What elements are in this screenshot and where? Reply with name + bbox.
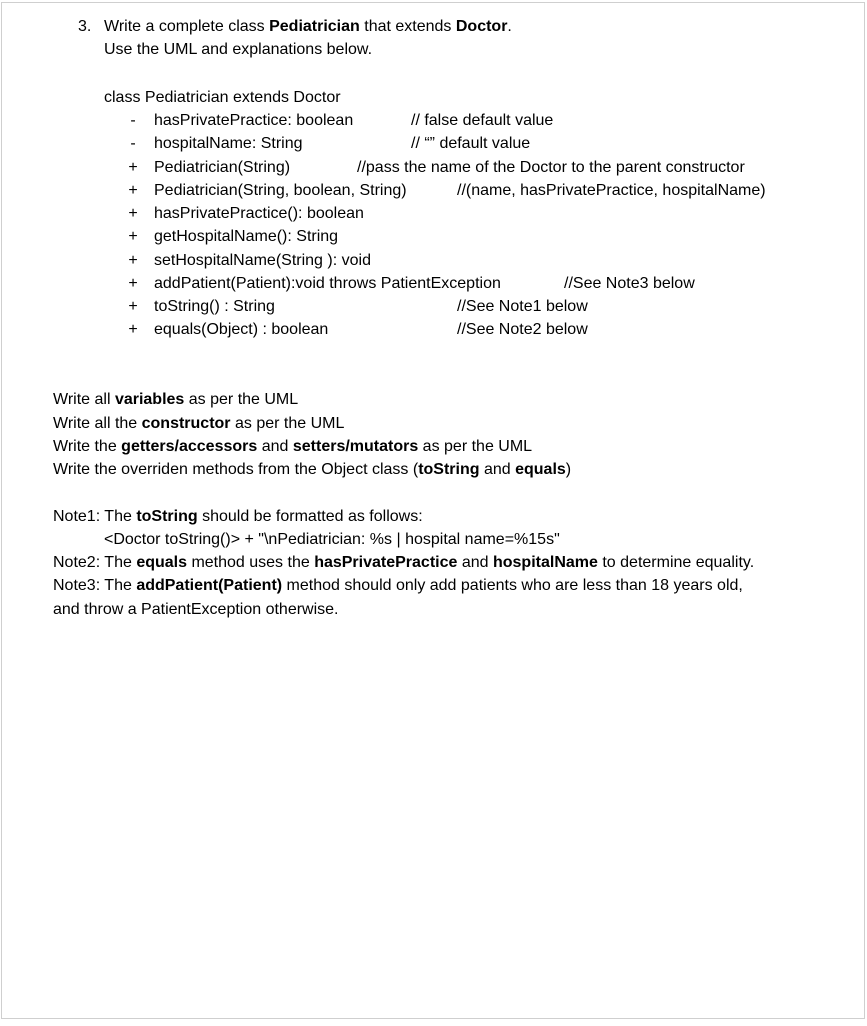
uml-member: hospitalName: String (154, 135, 303, 152)
uml-class-header: class Pediatrician extends Doctor (104, 89, 341, 106)
uml-member: hasPrivatePractice: boolean (154, 112, 354, 129)
uml-visibility-symbol: + (128, 159, 138, 176)
uml-comment: //(name, hasPrivatePractice, hospitalName) (457, 182, 766, 199)
question-number: 3. (78, 18, 92, 35)
uml-visibility-symbol: - (130, 135, 136, 152)
uml-member: addPatient(Patient):void throws PatientException (154, 275, 501, 292)
uml-comment: //See Note1 below (457, 298, 588, 315)
uml-member: hasPrivatePractice(): boolean (154, 205, 364, 222)
uml-visibility-symbol: + (128, 228, 138, 245)
uml-member: Pediatrician(String, boolean, String) (154, 182, 407, 199)
uml-visibility-symbol: + (128, 298, 138, 315)
uml-visibility-symbol: - (130, 112, 136, 129)
uml-member: setHospitalName(String ): void (154, 252, 371, 269)
instruction-constructor: Write all the constructor as per the UML (53, 415, 345, 432)
uml-visibility-symbol: + (128, 275, 138, 292)
uml-visibility-symbol: + (128, 321, 138, 338)
instruction-variables: Write all variables as per the UML (53, 391, 299, 408)
instruction-overridden-methods: Write the overriden methods from the Object class (toString and equals) (53, 461, 572, 478)
uml-visibility-symbol: + (128, 182, 138, 199)
uml-comment: // false default value (411, 112, 554, 129)
uml-comment: //See Note2 below (457, 321, 588, 338)
uml-member: Pediatrician(String) (154, 159, 291, 176)
document-page (1, 2, 865, 1019)
question-line-2: Use the UML and explanations below. (104, 41, 373, 58)
note-1: Note1: The toString should be formatted as follows: (53, 508, 423, 525)
instruction-getters-setters: Write the getters/accessors and setters/mutators as per the UML (53, 438, 533, 455)
note-3-continued: and throw a PatientException otherwise. (53, 601, 339, 618)
uml-comment: //See Note3 below (564, 275, 695, 292)
uml-member: getHospitalName(): String (154, 228, 339, 245)
question-line-1: Write a complete class Pediatrician that extends Doctor. (104, 18, 512, 35)
uml-member: equals(Object) : boolean (154, 321, 329, 338)
uml-member: toString() : String (154, 298, 275, 315)
note-1-format: <Doctor toString()> + "\nPediatrician: %s | hospital name=%15s" (104, 531, 560, 548)
uml-comment: //pass the name of the Doctor to the parent constructor (357, 159, 745, 176)
note-3: Note3: The addPatient(Patient) method should only add patients who are less than 18 years old, (53, 577, 743, 594)
note-2: Note2: The equals method uses the hasPrivatePractice and hospitalName to determine equality. (53, 554, 755, 571)
uml-comment: // “” default value (411, 135, 531, 152)
uml-visibility-symbol: + (128, 252, 138, 269)
uml-visibility-symbol: + (128, 205, 138, 222)
